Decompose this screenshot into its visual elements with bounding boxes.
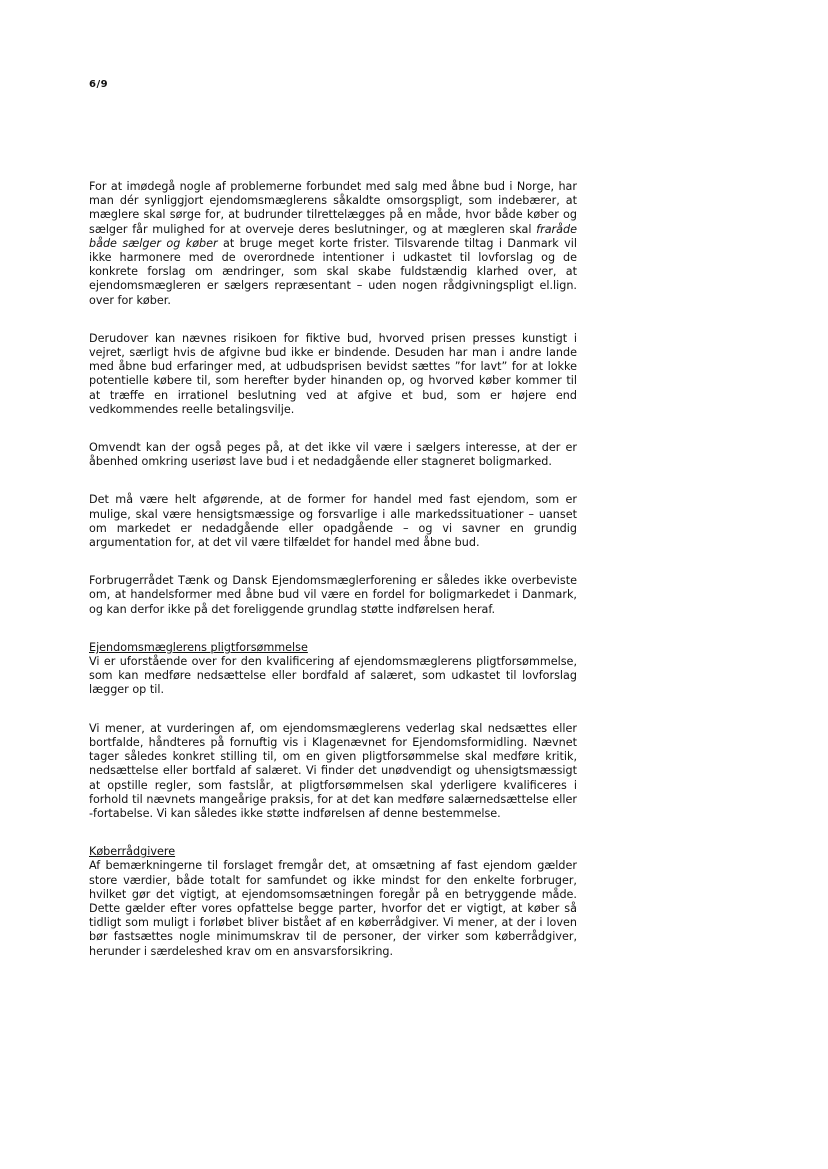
emphasis-text: fraråde både sælger og køber xyxy=(89,222,577,250)
paragraph-text: at bruge meget korte frister. Tilsvarende tiltag i Danmark vil ikke harmonere med de overordnede intentioner i udkastet til lovforslag og de konkrete forslag om ændringer, som skal skabe fuldstændig klarhed over, at ejendomsmægleren er sælgers repræsentant – uden nogen rådgivningspligt el.lign. over for køber. xyxy=(89,236,577,307)
paragraph-text: Af bemærkningerne til forslaget fremgår det, at omsætning af fast ejendom gælder store værdier, både totalt for samfundet og ikke mindst for den enkelte forbruger, hvilket gør det vigtigt, at ejendomsomsætningen foregår på en betryggende måde. Dette gælder efter vores opfattelse begge parter, hvorfor det er vigtigt, at køber så tidligt som muligt i forløbet bliver bistået af en køberrådgiver. Vi mener, at der i loven bør fastsættes nogle minimumskrav til de personer, der virker som køberrådgiver, herunder i særdeleshed krav om en ansvarsforsikring. xyxy=(89,859,577,958)
section-heading: Køberrådgivere xyxy=(89,845,176,859)
paragraph-seller-interest: Omvendt kan der også peges på, at det ikke vil være i sælgers interesse, at der er åbenhed omkring useriøst lave bud i et nedadgående eller stagneret boligmarked. xyxy=(89,441,577,469)
paragraph-market-situations: Det må være helt afgørende, at de former for handel med fast ejendom, som er mulige, skal være hensigtsmæssige og forsvarlige i alle markedssituationer – uanset om markedet er nedadgående eller opadgående – og vi savner en grundig argumentation for, at det vil være tilfældet for handel med åbne bud. xyxy=(89,493,577,550)
page-number: 6/9 xyxy=(89,79,109,90)
paragraph-text: For at imødegå nogle af problemerne forbundet med salg med åbne bud i Norge, har man dér synliggjort ejendomsmæglerens såkaldte omsorgspligt, som indebærer, at mæglere skal sørge for, at budrunder tilrettelægges på en måde, hvor både køber og sælger får mulighed for at overveje deres beslutninger, og at mægleren skal xyxy=(89,180,577,236)
paragraph-fictive-bids: Derudover kan nævnes risikoen for fiktive bud, hvorved prisen presses kunstigt i vejret, særligt hvis de afgivne bud ikke er bindende. Desuden har man i andre lande med åbne bud erfaringer med, at udbudsprisen bevidst sættes ”for lavt” for at lokke potentielle købere til, som herefter byder hinanden op, og hvorved køber kommer til at træffe en irrationel beslutning ved at afgive et bud, som er højere end vedkommendes reelle betalingsvilje. xyxy=(89,331,577,416)
section-koberradgivere xyxy=(89,845,577,959)
paragraph-text: Vi er uforstående over for den kvalificering af ejendomsmæglerens pligtforsømmelse, som kan medføre nedsættelse eller bordfald af salæret, som udkastet til lovforslag lægger op til. xyxy=(89,655,577,697)
letter-body xyxy=(89,180,577,983)
paragraph-norway-care-duty xyxy=(89,180,577,308)
section-heading: Ejendomsmæglerens pligtforsømmelse xyxy=(89,640,308,654)
section-pligtforsommelse xyxy=(89,641,577,821)
paragraph-text: Vi mener, at vurderingen af, om ejendomsmæglerens vederlag skal nedsættes eller bortfalde, håndteres på fornuftig vis i Klagenævnet for Ejendomsformidling. Nævnet tager således konkret stilling til, om en given pligtforsømmelse skal medføre kritik, nedsættelse eller bortfald af salæret. Vi finder det unødvendigt og uhensigtsmæssigt at opstille regler, som fastslår, at pligtforsømmelsen skal yderligere kvalificeres i forhold til nævnets mangeårige praksis, for at det kan medføre salærnedsættelse eller -fortabelse. Vi kan således ikke støtte indførelsen af denne bestemmelse. xyxy=(89,721,577,820)
paragraph-conclusion-open-bids: Forbrugerrådet Tænk og Dansk Ejendomsmæglerforening er således ikke overbeviste om, at handelsformer med åbne bud vil være en fordel for boligmarkedet i Danmark, og kan derfor ikke på det foreliggende grundlag støtte indførelsen heraf. xyxy=(89,574,577,616)
